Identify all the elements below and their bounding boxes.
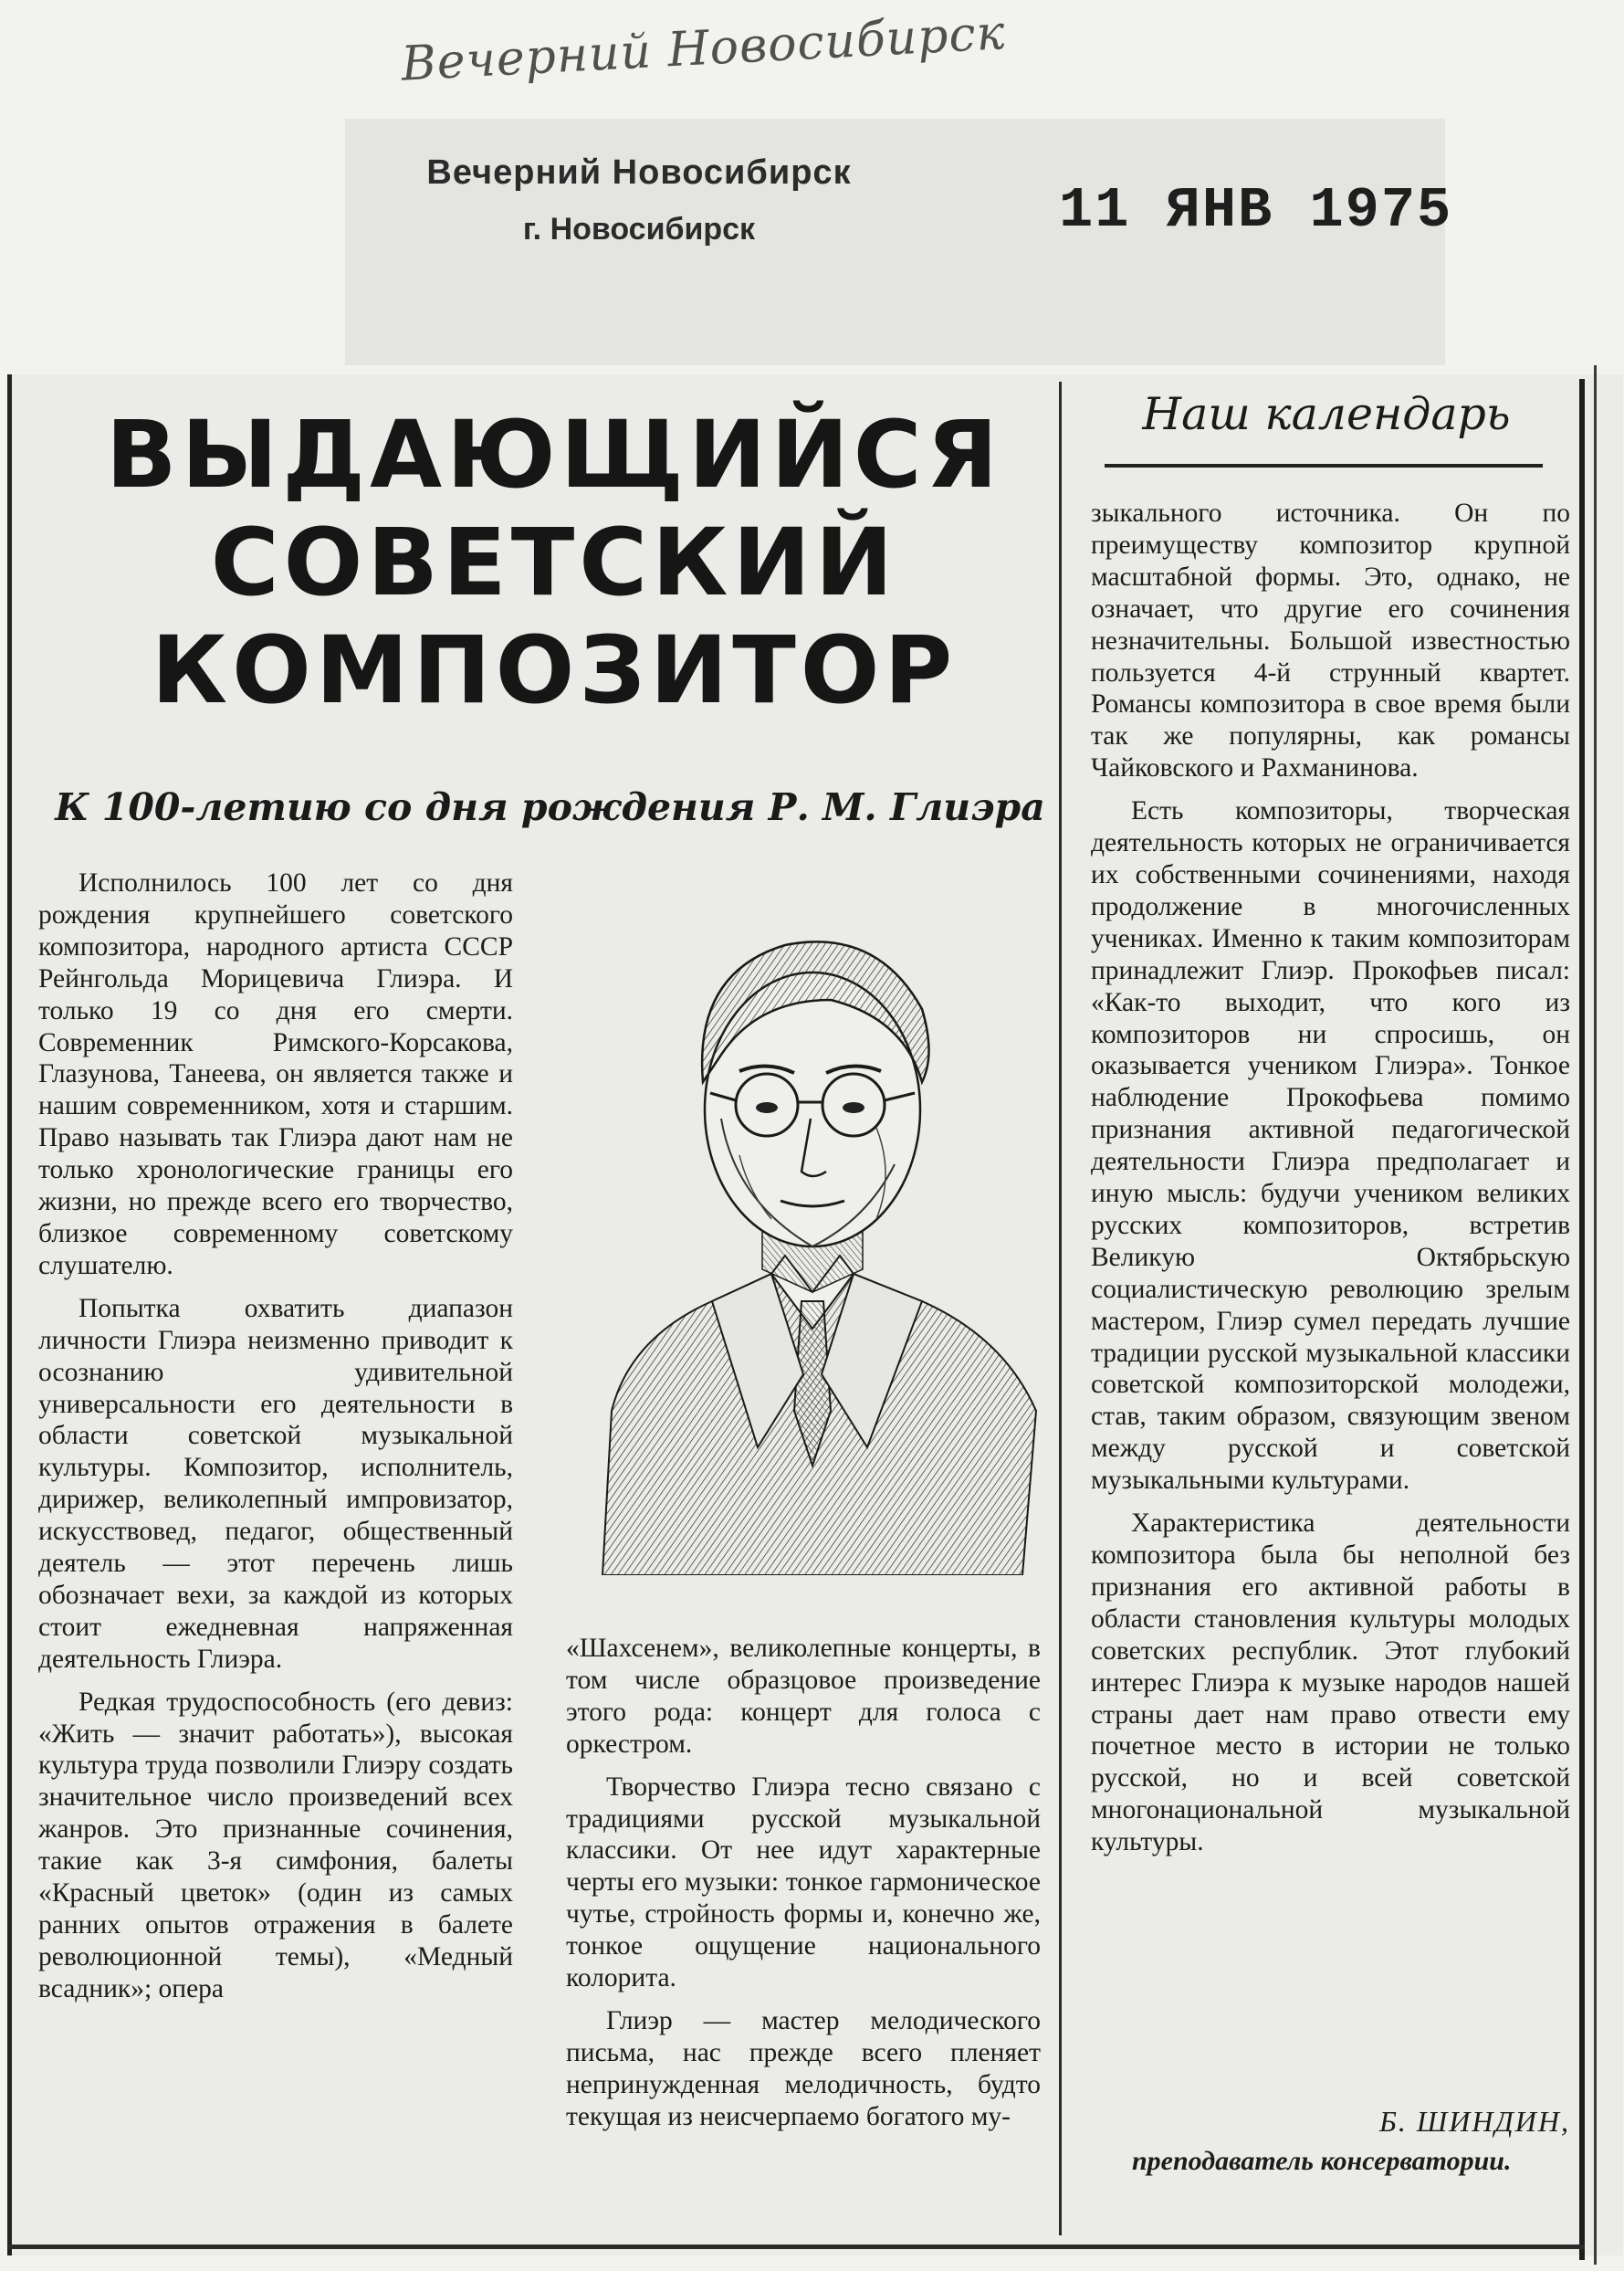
paragraph: Характеристика деятельности композитора была бы неполной без признания его активной работы в области становления культуры молодых советских республик. Этот глубокий интерес Глиэра к музыке народов нашей страны дает нам право отвести ему почетное место в истории не только русской, но и всей советской многонациональной музыкальной культуры. [1091, 1509, 1570, 1857]
paragraph: Глиэр — мастер мелодического письма, нас прежде всего пленяет непринужденная мелодичность, будто текущая из неисчерпаемо богатого му- [566, 2005, 1041, 2131]
rubric-underline [1105, 464, 1543, 468]
author-signature [1132, 2105, 1570, 2179]
stamp-source: Вечерний Новосибирск [426, 153, 852, 192]
article-headline [57, 402, 1052, 725]
right-border-rule [1579, 379, 1585, 2260]
headline-line-2: СОВЕТСКИЙ [210, 509, 898, 617]
author-name: Б. ШИНДИН, [1378, 2105, 1570, 2138]
headline-line-3: КОМПОЗИТОР [151, 616, 958, 725]
paragraph: «Шахсенем», великолепные концерты, в том числе образцовое произведение этого рода: концерт для голоса с оркестром. [566, 1634, 1041, 1759]
article-subheadline: К 100-летию со дня рождения Р. М. Глиэра [55, 785, 1045, 829]
paragraph: Редкая трудоспособность (его девиз: «Жить — значит работать»), высокая культура труда позволили Глиэру создать значительное число произведений всех жанров. Это признанные сочинения, такие как 3-я симфония, балеты «Красный цветок» (один из самых ранних опытов отражения в балете революционной темы), «Медный всадник»; опера [38, 1687, 513, 2003]
paragraph: зыкального источника. Он по преимуществу композитор крупной масштабной формы. Это, однако, не означает, что другие его сочинения незначительны. Большой известностью пользуется 4-й струнный квартет. Романсы композитора в свое время были так же популярны, как романсы Чайковского и Рахманинова. [1091, 499, 1570, 783]
right-edge-rule [1594, 365, 1597, 2265]
paragraph: Исполнилось 100 лет со дня рождения крупнейшего советского композитора, народного артиста СССР Рейнгольда Морицевича Глиэра. И только 19 со дня его смерти. Современник Римского-Корсакова, Глазунова, Танеева, он является также и нашим современником, хотя и старшим. Право называть так Глиэра дают нам не только хронологические границы его жизни, но прежде всего его творчество, близкое современному советскому слушателю. [38, 868, 513, 1280]
stamp-city: г. Новосибирск [522, 212, 756, 247]
text-column-right [1091, 498, 1570, 2123]
paragraph: Есть композиторы, творческая деятельность которых не ограничивается их собственными сочинениями, находя продолжение в многочисленных учениках. Именно к таким композиторам принадлежит Глиэр. Прокофьев писал: «Как-то выходит, что кого из композиторов ни спросишь, он оказывается учеником Глиэра». Тонкое наблюдение Прокофьева помимо признания активной педагогической деятельности Глиэра предполагает и иную мысль: будучи учеником великих русских композиторов, встретив Великую Октябрьскую социалистическую революцию зрелым мастером, Глиэр сумел передать лучшие традиции русской музыкальной классики советской композиторской молодежи, став, таким образом, связующим звеном между русской и советской музыкальными культурами. [1091, 796, 1570, 1496]
paragraph: Попытка охватить диапазон личности Глиэра неизменно приводит к осознанию удивительной универсальности его деятельности в области советской музыкальной культуры. Композитор, исполнитель, дирижер, великолепный импровизатор, искусствовед, педагог, общественный деятель — этот перечень лишь обозначает вехи, за каждой из которых стоит ежедневная напряженная деятельность Глиэра. [38, 1293, 513, 1674]
text-column-left [38, 867, 513, 2219]
author-role: преподаватель консерватории. [1132, 2146, 1512, 2176]
headline-line-1: ВЫДАЮЩИЙСЯ [105, 401, 1003, 510]
stamp-date: 11 ЯНВ 1975 [1059, 178, 1453, 243]
text-column-middle [566, 1633, 1041, 2235]
handwritten-note: Вечерний Новосибирск [400, 5, 1007, 92]
column-divider [1059, 382, 1062, 2235]
bottom-border-rule [7, 2245, 1585, 2249]
portrait-engraving [575, 899, 1050, 1575]
paragraph: Творчество Глиэра тесно связано с традициями русской музыкальной классики. От нее идут характерные черты его музыки: тонкое гармоническое чутье, стройность формы и, конечно же, тонкое ощущение национального колорита. [566, 1772, 1041, 1993]
rubric-title: Наш календарь [1142, 388, 1511, 440]
